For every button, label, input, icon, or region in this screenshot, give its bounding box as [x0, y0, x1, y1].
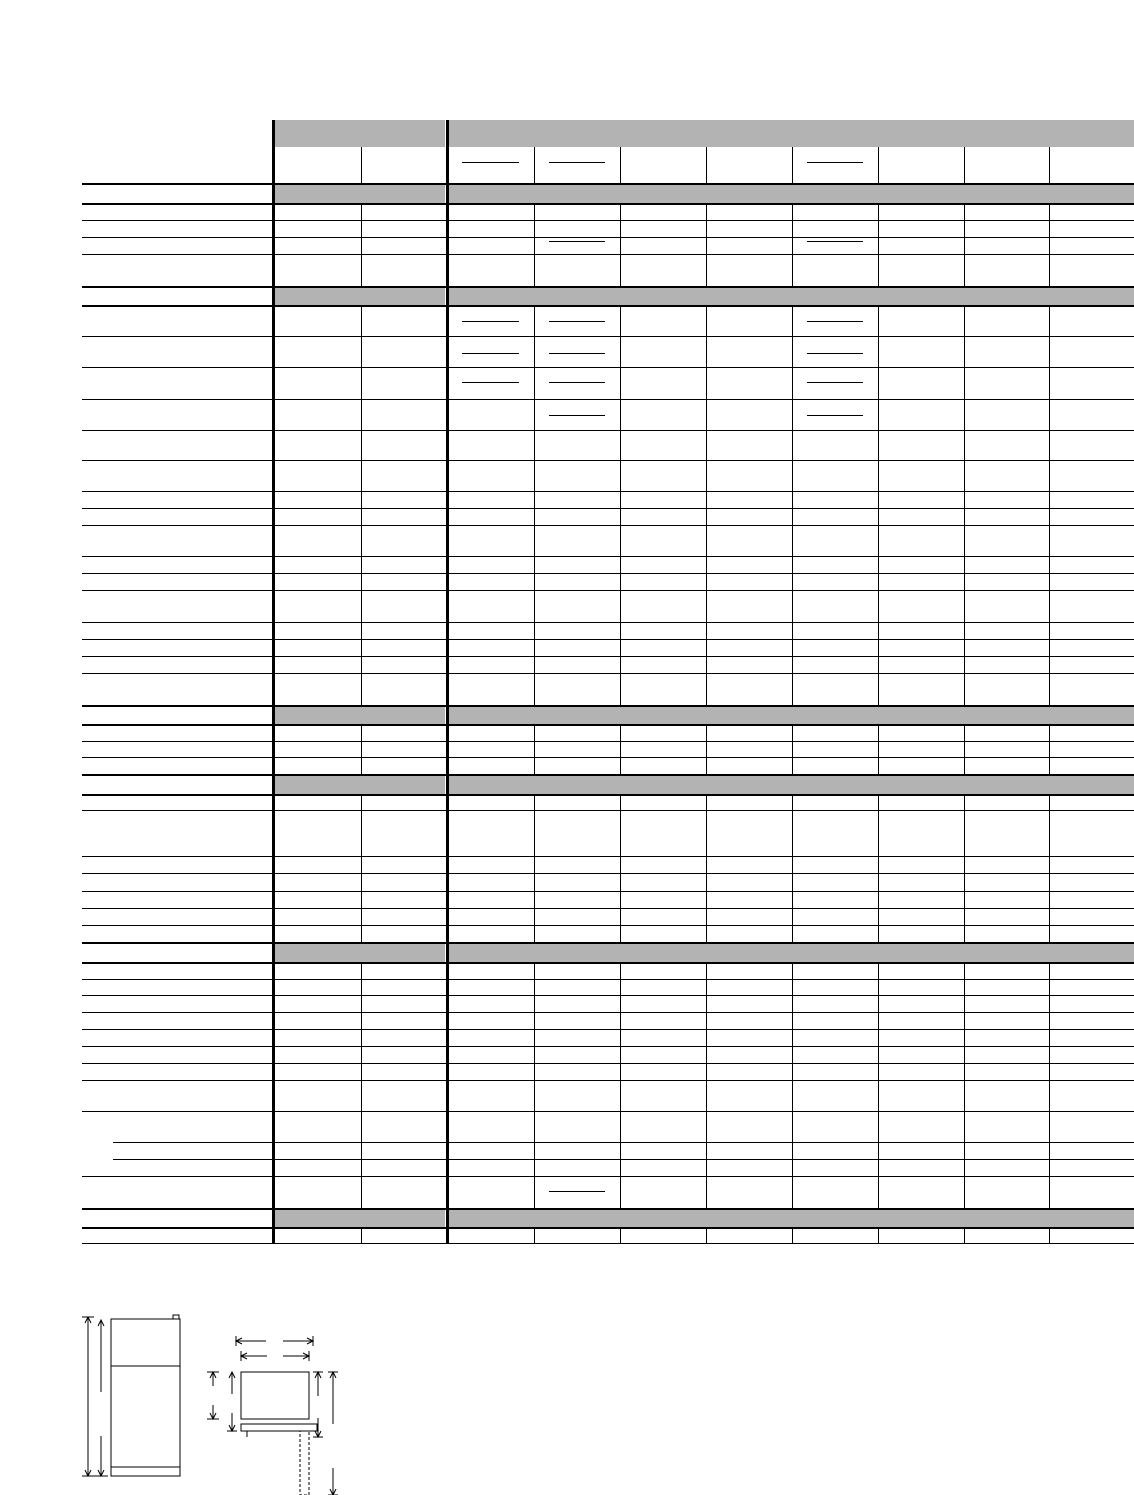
door-top — [241, 1424, 317, 1431]
cabinet-top — [241, 1372, 309, 1419]
front-view-diagram — [82, 1315, 180, 1476]
fridge-body — [111, 1319, 180, 1476]
hinge-cap — [173, 1315, 179, 1319]
top-view-diagram — [207, 1336, 338, 1495]
door-swing — [300, 1431, 309, 1495]
